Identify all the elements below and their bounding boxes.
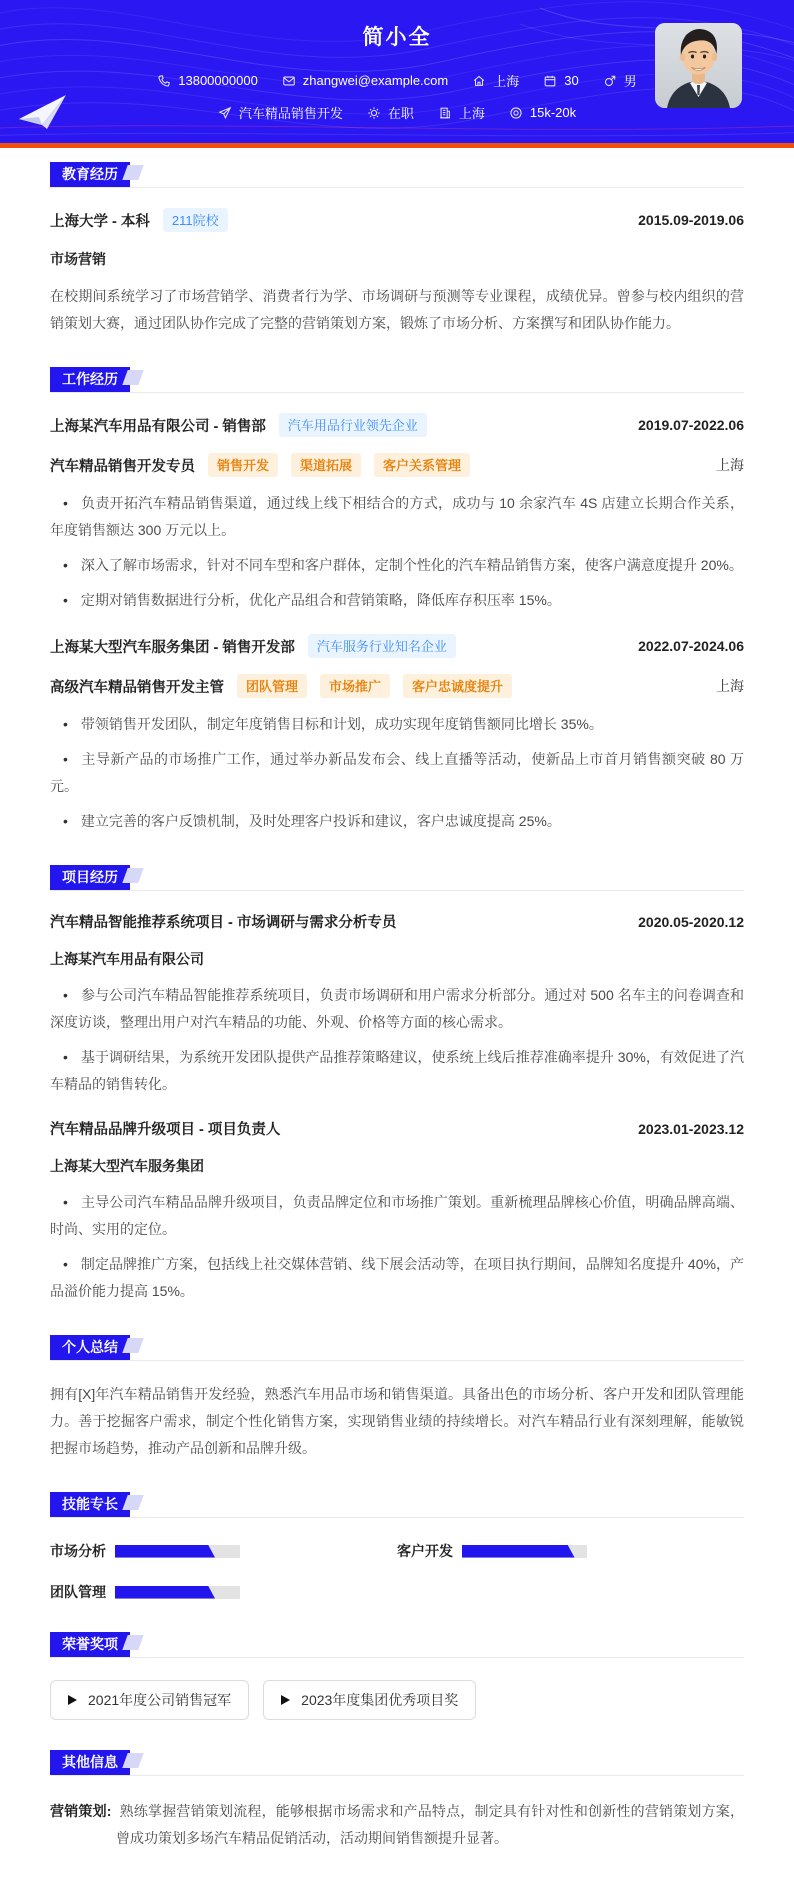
section-projects bbox=[50, 865, 744, 1305]
contact-gender: 男 bbox=[603, 71, 637, 90]
skill-name: 市场分析 bbox=[50, 1543, 106, 1559]
skill-tag: 团队管理 bbox=[237, 674, 307, 698]
project-date: 2023.01-2023.12 bbox=[638, 1120, 744, 1137]
education-date: 2015.09-2019.06 bbox=[638, 212, 744, 228]
job-status: 在职 bbox=[367, 103, 414, 122]
skill-bar-track bbox=[115, 1586, 240, 1599]
skill-item bbox=[50, 1582, 397, 1602]
gender-icon bbox=[603, 74, 617, 88]
candidate-name: 简小全 bbox=[362, 26, 432, 49]
project-entry bbox=[50, 911, 744, 1098]
contact-phone: 13800000000 bbox=[157, 73, 258, 88]
badge-shadow bbox=[122, 1635, 143, 1650]
skill-bar-fill bbox=[462, 1545, 575, 1558]
contact-home-city: 上海 bbox=[472, 71, 519, 90]
section-title-badge: 其他信息 bbox=[50, 1750, 130, 1775]
skill-tag: 客户忠诚度提升 bbox=[403, 674, 512, 698]
section-education bbox=[50, 162, 744, 337]
job-bullet: • 主导新产品的市场推广工作，通过举办新品发布会、线上直播等活动，使新品上市首月销售额突破 80 万元。 bbox=[50, 746, 744, 800]
section-head bbox=[50, 865, 744, 891]
job-role: 高级汽车精品销售开发主管 bbox=[50, 679, 224, 696]
send-icon bbox=[218, 106, 232, 120]
skill-item bbox=[50, 1541, 397, 1561]
job-location: 上海 bbox=[716, 457, 744, 473]
section-skills bbox=[50, 1492, 744, 1602]
summary-text: 拥有[X]年汽车精品销售开发经验，熟悉汽车用品市场和销售渠道。具备出色的市场分析、客户开发和团队管理能力。善于挖掘客户需求，制定个性化销售方案，实现销售业绩的持续增长。对汽车精品行业有深刻理解，能敏锐把握市场趋势，推动产品创新和品牌升级。 bbox=[50, 1386, 744, 1456]
section-head bbox=[50, 1632, 744, 1658]
skills-grid bbox=[50, 1541, 744, 1602]
resume-body bbox=[0, 162, 794, 1878]
honor-chip[interactable]: 2021年度公司销售冠军 bbox=[50, 1680, 249, 1720]
paper-plane-icon bbox=[18, 92, 68, 130]
section-work bbox=[50, 367, 744, 835]
bullet-dot-icon: • bbox=[63, 592, 68, 608]
section-title-badge: 荣誉奖项 bbox=[50, 1632, 130, 1657]
job-bullet: • 深入了解市场需求，针对不同车型和客户群体，定制个性化的汽车精品销售方案，使客户满意度提升 20%。 bbox=[50, 552, 744, 579]
company-name: 上海某大型汽车服务集团 - 销售开发部 bbox=[50, 639, 295, 656]
section-summary bbox=[50, 1335, 744, 1462]
honor-chip[interactable]: 2023年度集团优秀项目奖 bbox=[263, 1680, 476, 1720]
bullet-dot-icon: • bbox=[63, 1049, 68, 1065]
portrait-photo bbox=[655, 23, 742, 108]
contact-email[interactable]: zhangwei@example.com bbox=[282, 73, 448, 88]
section-head bbox=[50, 162, 744, 188]
skill-tag: 渠道拓展 bbox=[291, 453, 361, 477]
job-bullet: • 建立完善的客户反馈机制，及时处理客户投诉和建议，客户忠诚度提高 25%。 bbox=[50, 808, 744, 835]
badge-shadow bbox=[122, 370, 143, 385]
other-info-text: 熟练掌握营销策划流程，能够根据市场需求和产品特点，制定具有针对性和创新性的营销策划方案，曾成功策划多场汽车精品促销活动，活动期间销售额提升显著。 bbox=[116, 1803, 745, 1846]
skill-bar-track bbox=[115, 1545, 240, 1558]
job-date: 2022.07-2024.06 bbox=[638, 638, 744, 654]
skill-bar-track bbox=[462, 1545, 587, 1558]
job-bullet: • 定期对销售数据进行分析，优化产品组合和营销策略，降低库存积压率 15%。 bbox=[50, 587, 744, 614]
company-name: 上海某汽车用品有限公司 - 销售部 bbox=[50, 418, 266, 435]
salary-icon bbox=[509, 106, 523, 120]
play-icon bbox=[68, 1695, 77, 1705]
job-date: 2019.07-2022.06 bbox=[638, 417, 744, 433]
bullet-dot-icon: • bbox=[63, 557, 68, 573]
job-role: 汽车精品销售开发专员 bbox=[50, 458, 195, 475]
project-name: 汽车精品智能推荐系统项目 - 市场调研与需求分析专员 bbox=[50, 915, 397, 931]
section-other bbox=[50, 1750, 744, 1852]
project-org: 上海某大型汽车服务集团 bbox=[50, 1158, 204, 1174]
bullet-dot-icon: • bbox=[63, 987, 68, 1003]
badge-shadow bbox=[122, 1338, 143, 1353]
company-tag: 汽车服务行业知名企业 bbox=[308, 634, 456, 658]
other-info bbox=[50, 1798, 744, 1852]
bullet-dot-icon: • bbox=[63, 716, 68, 732]
project-bullet: • 主导公司汽车精品品牌升级项目，负责品牌定位和市场推广策划。重新梳理品牌核心价值，明确品牌高端、时尚、实用的定位。 bbox=[50, 1189, 744, 1243]
company-tag: 汽车用品行业领先企业 bbox=[279, 413, 427, 437]
avatar bbox=[655, 23, 742, 108]
other-info-label: 营销策划: bbox=[50, 1803, 112, 1819]
education-entry bbox=[50, 208, 744, 337]
badge-shadow bbox=[122, 868, 143, 883]
project-bullet: • 基于调研结果，为系统开发团队提供产品推荐策略建议，使系统上线后推荐准确率提升 30%，有效促进了汽车精品的销售转化。 bbox=[50, 1044, 744, 1098]
skill-name: 团队管理 bbox=[50, 1584, 106, 1600]
phone-icon bbox=[157, 74, 171, 88]
section-head bbox=[50, 1492, 744, 1518]
bullet-dot-icon: • bbox=[63, 1194, 68, 1210]
section-title-badge: 项目经历 bbox=[50, 865, 130, 890]
major: 市场营销 bbox=[50, 251, 106, 267]
skill-item bbox=[397, 1541, 744, 1561]
building-icon bbox=[438, 106, 452, 120]
skill-name: 客户开发 bbox=[397, 1543, 453, 1559]
project-bullet: • 参与公司汽车精品智能推荐系统项目，负责市场调研和用户需求分析部分。通过对 500 名车主的问卷调查和深度访谈，整理出用户对汽车精品的功能、外观、价格等方面的核心需求。 bbox=[50, 982, 744, 1036]
play-icon bbox=[281, 1695, 290, 1705]
mail-icon bbox=[282, 74, 296, 88]
expected-salary: 15k-20k bbox=[509, 105, 576, 120]
section-head bbox=[50, 1335, 744, 1361]
section-title-badge: 教育经历 bbox=[50, 162, 130, 187]
section-title-badge: 个人总结 bbox=[50, 1335, 130, 1360]
skill-bar-fill bbox=[115, 1545, 215, 1558]
status-icon bbox=[367, 106, 381, 120]
project-date: 2020.05-2020.12 bbox=[638, 913, 744, 930]
badge-shadow bbox=[122, 1753, 143, 1768]
job-bullet: • 负责开拓汽车精品销售渠道，通过线上线下相结合的方式，成功与 10 余家汽车 4S 店建立长期合作关系，年度销售额达 300 万元以上。 bbox=[50, 490, 744, 544]
school-name: 上海大学 - 本科 bbox=[50, 213, 150, 230]
job-entry bbox=[50, 413, 744, 614]
project-entry bbox=[50, 1118, 744, 1305]
bullet-dot-icon: • bbox=[63, 1256, 68, 1272]
bullet-dot-icon: • bbox=[63, 813, 68, 829]
calendar-icon bbox=[543, 74, 557, 88]
project-bullet: • 制定品牌推广方案，包括线上社交媒体营销、线下展会活动等，在项目执行期间，品牌知名度提升 40%，产品溢价能力提高 15%。 bbox=[50, 1251, 744, 1305]
work-city: 上海 bbox=[438, 103, 485, 122]
skill-tag: 客户关系管理 bbox=[374, 453, 470, 477]
section-head bbox=[50, 1750, 744, 1776]
section-head bbox=[50, 367, 744, 393]
section-title-badge: 工作经历 bbox=[50, 367, 130, 392]
honors-list bbox=[50, 1680, 744, 1720]
badge-shadow bbox=[122, 1495, 143, 1510]
job-location: 上海 bbox=[716, 678, 744, 694]
section-honors bbox=[50, 1632, 744, 1720]
education-description: 在校期间系统学习了市场营销学、消费者行为学、市场调研与预测等专业课程，成绩优异。曾参与校内组织的营销策划大赛，通过团队协作完成了完整的营销策划方案，锻炼了市场分析、方案撰写和团队协作能力。 bbox=[50, 288, 744, 331]
skill-bar-fill bbox=[115, 1586, 215, 1599]
skill-tag: 市场推广 bbox=[320, 674, 390, 698]
resume-header bbox=[0, 0, 794, 143]
bullet-dot-icon: • bbox=[63, 495, 68, 511]
contact-age: 30 bbox=[543, 73, 578, 88]
project-org: 上海某汽车用品有限公司 bbox=[50, 951, 204, 967]
target-position: 汽车精品销售开发 bbox=[218, 103, 343, 122]
badge-shadow bbox=[122, 165, 143, 180]
job-bullet: • 带领销售开发团队，制定年度销售目标和计划，成功实现年度销售额同比增长 35%。 bbox=[50, 711, 744, 738]
skill-tag: 销售开发 bbox=[208, 453, 278, 477]
orange-divider bbox=[0, 143, 794, 148]
job-entry bbox=[50, 634, 744, 835]
school-tag: 211院校 bbox=[163, 208, 228, 232]
home-icon bbox=[472, 74, 486, 88]
bullet-dot-icon: • bbox=[63, 751, 68, 767]
project-name: 汽车精品品牌升级项目 - 项目负责人 bbox=[50, 1122, 281, 1138]
section-title-badge: 技能专长 bbox=[50, 1492, 130, 1517]
